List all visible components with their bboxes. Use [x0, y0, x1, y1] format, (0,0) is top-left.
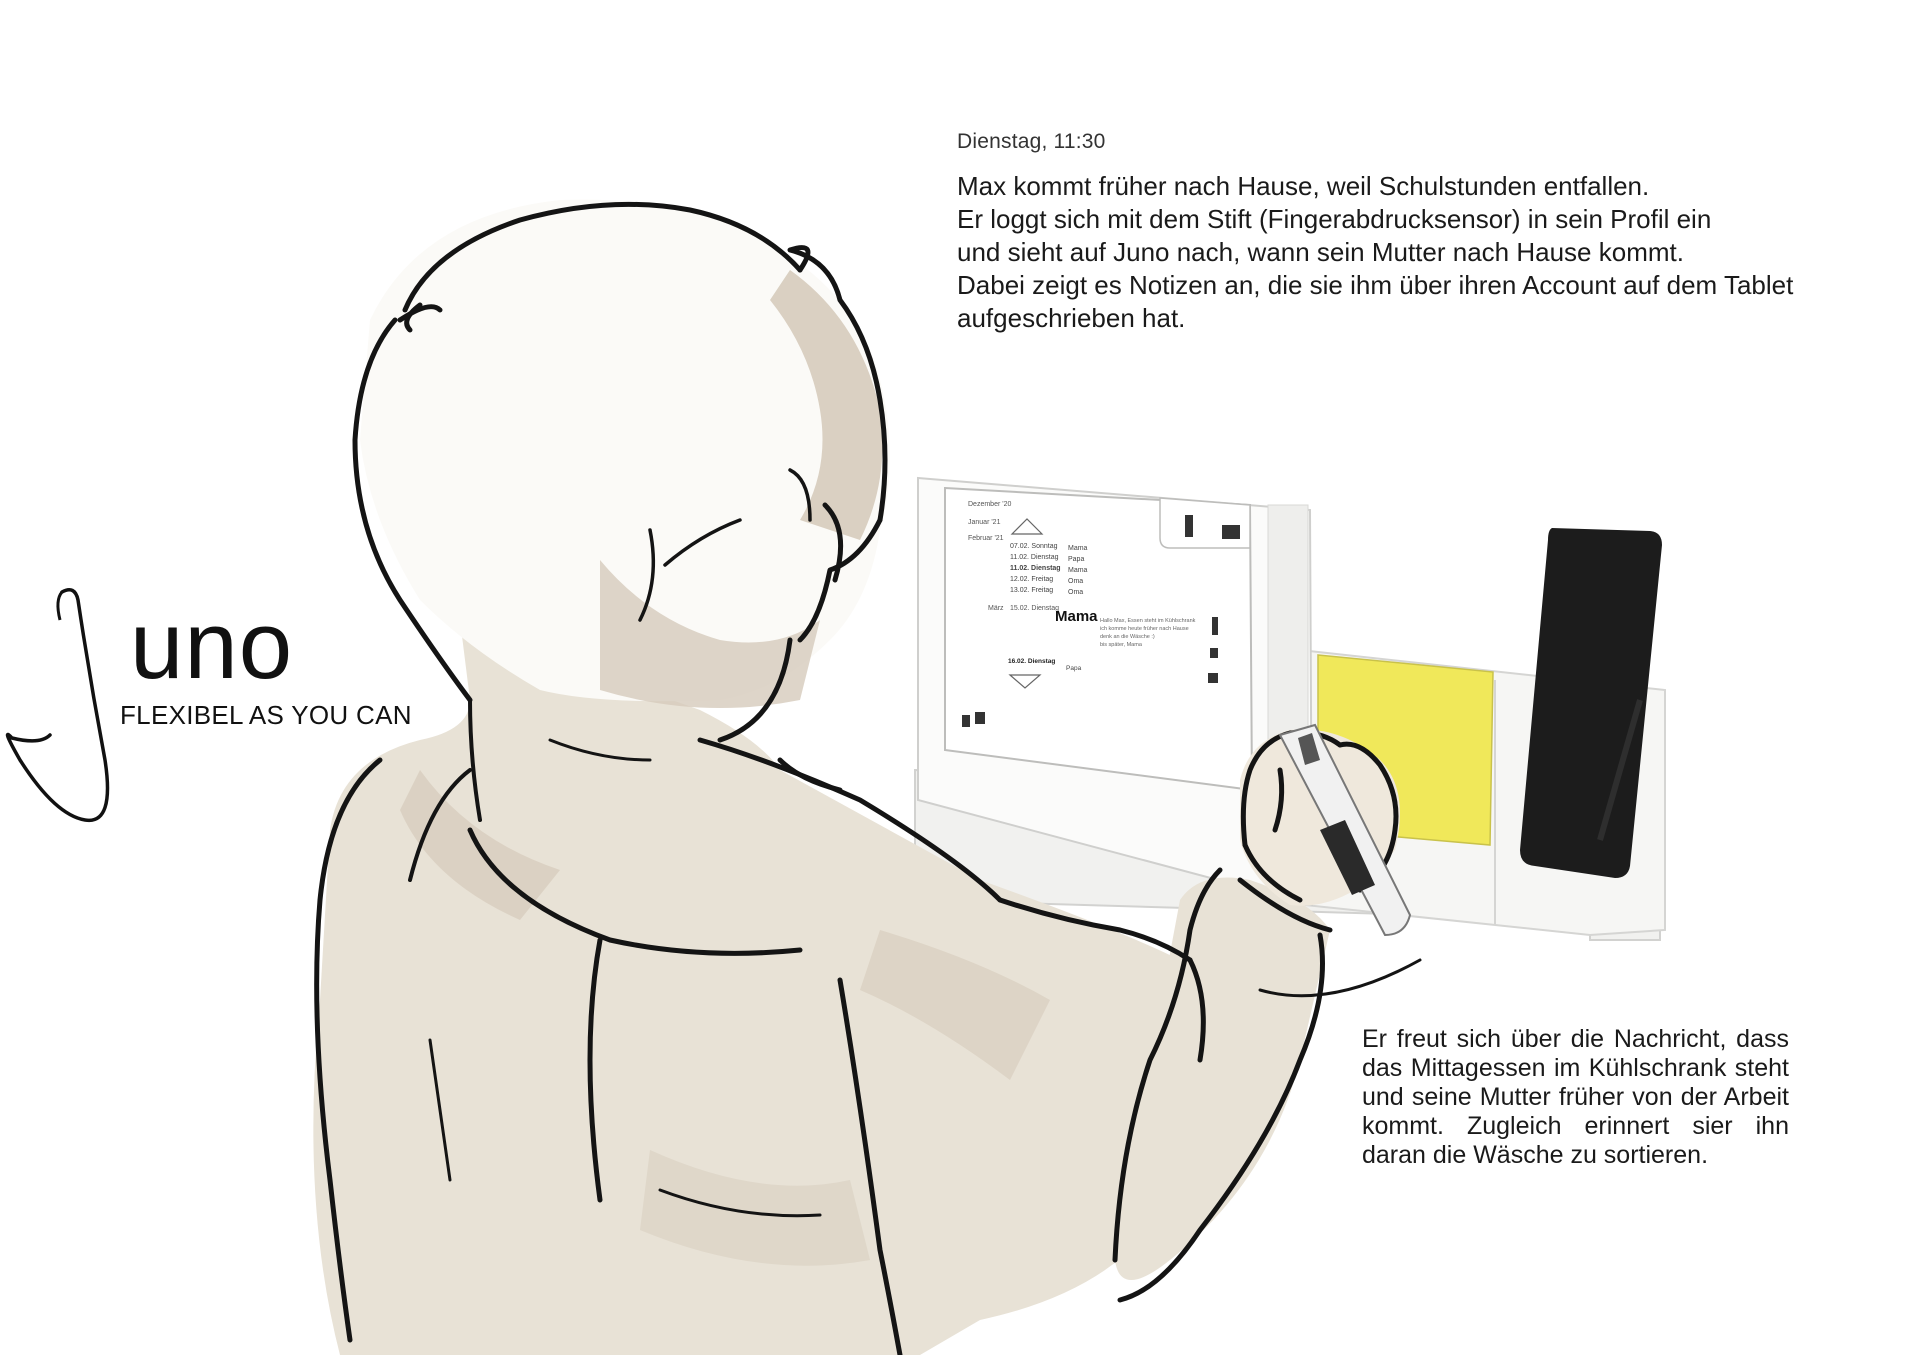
entry-day: 07.02. Sonntag: [1010, 543, 1058, 550]
entry-day: 11.02. Dienstag: [1010, 565, 1061, 572]
note-line: bis später, Mama: [1100, 642, 1142, 648]
story-line: und sieht auf Juno nach, wann sein Mutter nach Hause kommt.: [957, 237, 1684, 267]
logo-wordmark: uno: [130, 592, 294, 699]
pen-icon: [1212, 617, 1218, 635]
story-line: Dabei zeigt es Notizen an, die sie ihm über ihren Account auf dem Tablet: [957, 270, 1794, 300]
month-label: Januar '21: [968, 519, 1001, 526]
boy-sketch: [313, 200, 1420, 1355]
note-line: Hallo Max, Essen steht im Kühlschrank: [1100, 618, 1196, 624]
entry-who: Mama: [1068, 567, 1088, 574]
entry-day: 11.02. Dienstag: [1010, 554, 1059, 561]
entry-who: Papa: [1068, 556, 1085, 563]
entry-who: Oma: [1068, 578, 1084, 585]
story-paragraph-2: Er freut sich über die Nachricht, dass das Mittagessen im Kühlschrank steht und seine Mutter früher von der Arbeit kommt. Zugleich erinnert sier ihn daran die Wäsche zu sortieren.: [1362, 1025, 1789, 1169]
folder-icon: [1222, 525, 1240, 539]
note-line: denk an die Wäsche :): [1100, 634, 1155, 640]
bottom-entry-day: 16.02. Dienstag: [1008, 658, 1056, 665]
story-paragraph: [957, 170, 1887, 335]
entry-who: Mama: [1068, 545, 1088, 552]
entry-who: Oma: [1068, 589, 1084, 596]
month-label: Dezember '20: [968, 501, 1012, 508]
logo-j-glyph: [8, 590, 108, 821]
entry-day: 13.02. Freitag: [1010, 587, 1054, 594]
logo-tagline: FLEXIBEL AS YOU CAN: [120, 700, 412, 730]
story-line: Max kommt früher nach Hause, weil Schulstunden entfallen.: [957, 171, 1650, 201]
month-label: März: [988, 605, 1004, 612]
entry-day: 12.02. Freitag: [1010, 576, 1054, 583]
logo-j-serif: [58, 592, 62, 620]
scene-timestamp: Dienstag, 11:30: [957, 130, 1106, 153]
bottom-entry-who: Papa: [1066, 665, 1082, 672]
note-line: ich komme heute früher nach Hause: [1100, 626, 1189, 632]
story-line: Er loggt sich mit dem Stift (Fingerabdrucksensor) in sein Profil ein: [957, 204, 1712, 234]
highlight-day: 15.02. Dienstag: [1010, 605, 1060, 612]
month-label: Februar '21: [968, 535, 1004, 542]
pen-slot-icon: [1185, 515, 1193, 537]
story-line: aufgeschrieben hat.: [957, 303, 1186, 333]
highlight-name: Mama: [1055, 608, 1098, 625]
